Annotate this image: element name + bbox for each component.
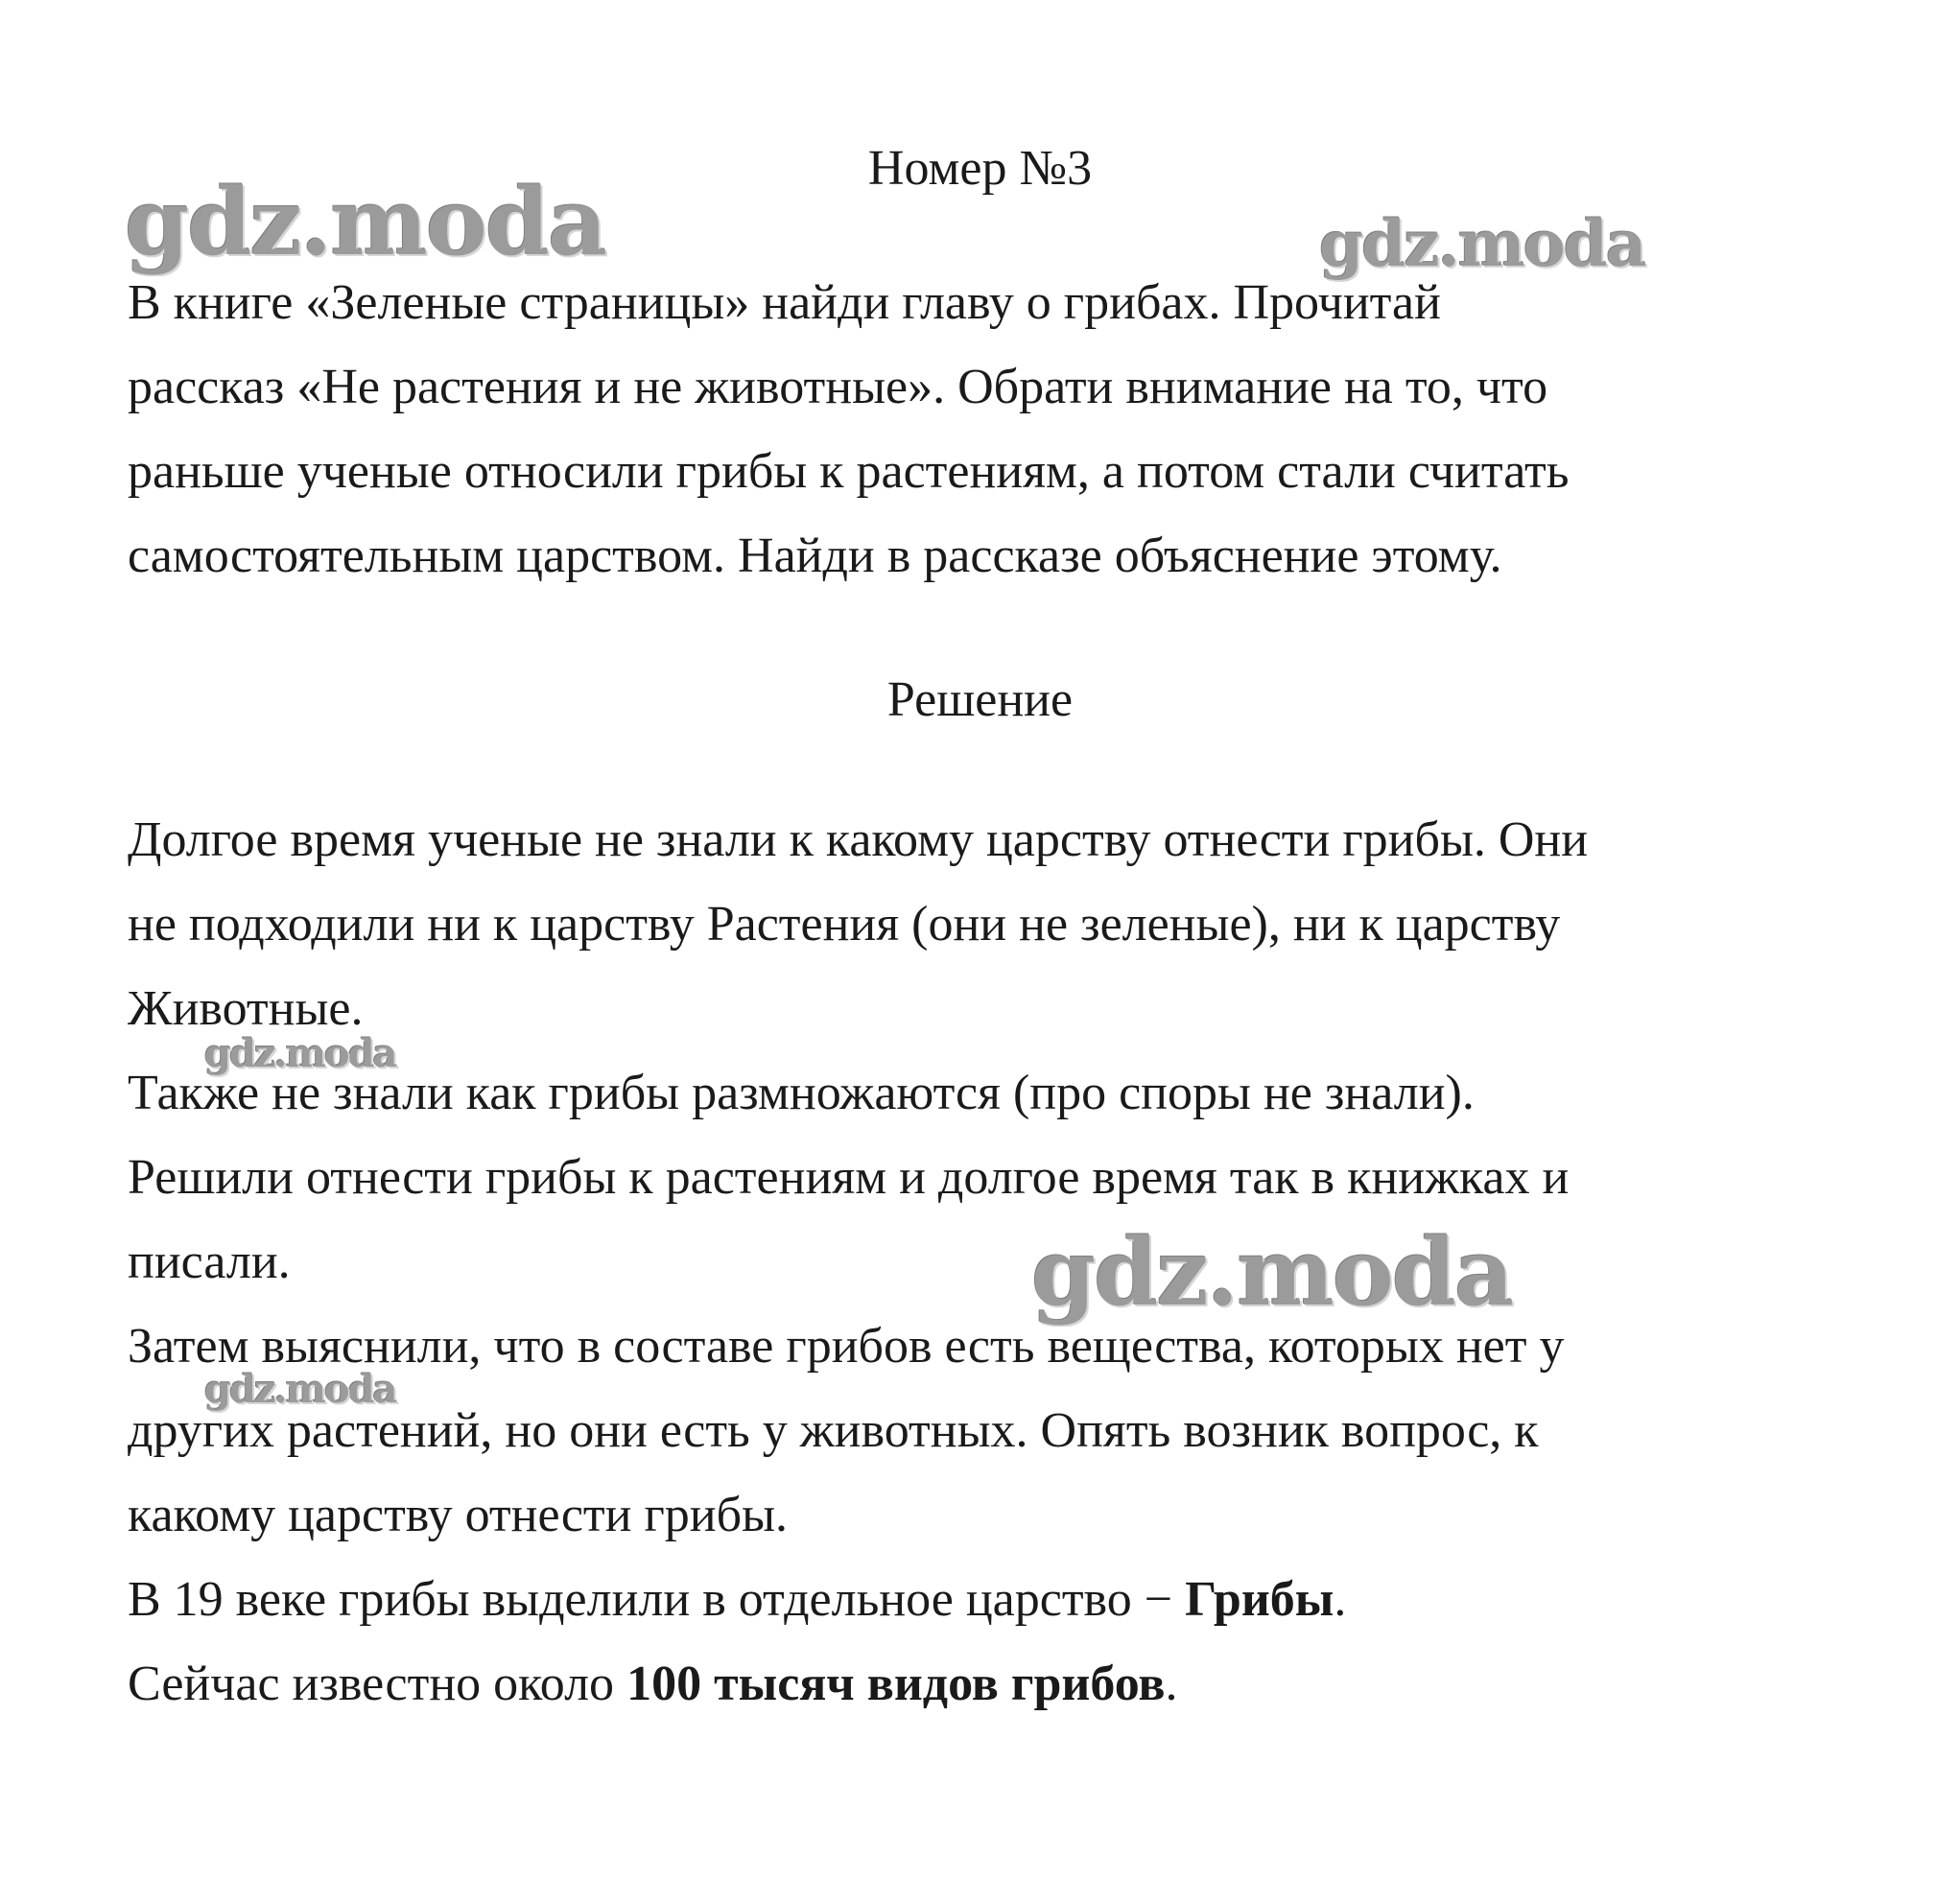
solution-line: других растений, но они есть у животных. Опять возник вопрос, к [128,1403,1539,1458]
solution-line: Также не знали как грибы размножаются (про споры не знали). [128,1066,1475,1120]
solution-line: Долгое время ученые не знали к какому царству отнести грибы. Они [128,812,1589,867]
watermark-mid-right: gdz.moda [1031,1218,1513,1327]
solution-line: Решили отнести грибы к растениям и долгое время так в книжках и [128,1150,1570,1205]
page-title: Номер №3 [867,141,1093,196]
watermark-lower-left: gdz.moda [204,1367,396,1412]
kingdom-name: Грибы [1185,1572,1334,1627]
species-count: 100 тысяч видов грибов [626,1657,1166,1711]
kingdom-line-suffix: . [1334,1572,1347,1627]
task-line: В книге «Зеленые страницы» найди главу о грибах. Прочитай [128,275,1441,330]
task-line: рассказ «Не растения и не животные». Обрати внимание на то, что [128,360,1548,414]
kingdom-line-prefix: В 19 веке грибы выделили в отдельное царство − [128,1572,1186,1627]
solution-line: Животные. [128,981,364,1036]
task-line: раньше ученые относили грибы к растениям, а потом стали считать [128,444,1570,499]
solution-line: Затем выяснили, что в составе грибов есть вещества, которых нет у [128,1319,1565,1374]
kingdom-line [128,1571,1346,1629]
solution-line: не подходили ни к царству Растения (они не зеленые), ни к царству [128,897,1561,952]
watermark-top-left: gdz.moda [125,168,606,276]
task-line: самостоятельным царством. Найди в рассказе объяснение этому. [128,529,1502,583]
watermark-mid-left: gdz.moda [204,1031,396,1076]
watermark-top-right: gdz.moda [1319,206,1645,281]
solution-line: какому царству отнести грибы. [128,1488,789,1542]
solution-line: писали. [128,1234,291,1289]
species-line-suffix: . [1165,1657,1178,1711]
species-line-prefix: Сейчас известно около [128,1657,627,1711]
species-line [128,1656,1177,1713]
solution-heading: Решение [886,672,1074,727]
